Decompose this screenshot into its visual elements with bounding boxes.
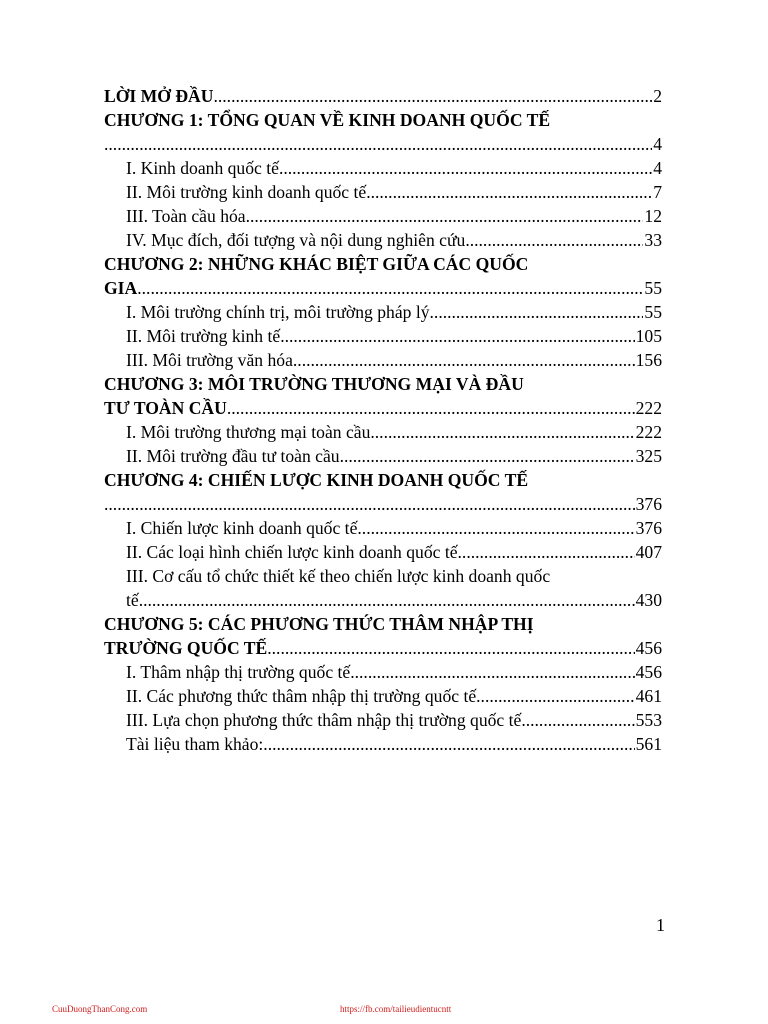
toc-entry-label: II. Các phương thức thâm nhập thị trường quốc tế: [126, 686, 477, 706]
toc-entry: [104, 420, 662, 444]
toc-entry-title-line: III. Cơ cấu tổ chức thiết kế theo chiến lược kinh doanh quốc: [126, 566, 551, 586]
footer-source-right: https://fb.com/tailieudientucntt: [340, 1004, 452, 1014]
toc-entry-row: [104, 396, 662, 420]
toc-entry-row: [126, 228, 662, 252]
toc-entry: [104, 444, 662, 468]
toc-entry-row: [126, 708, 662, 732]
toc-dot-leader: [430, 300, 644, 324]
toc-entry: [104, 732, 662, 756]
toc-entry-title-line: CHƯƠNG 2: NHỮNG KHÁC BIỆT GIỮA CÁC QUỐC: [104, 254, 529, 274]
toc-page-number: 4: [653, 134, 662, 154]
toc-entry-label: II. Môi trường đầu tư toàn cầu: [126, 446, 340, 466]
toc-dot-leader: [263, 732, 634, 756]
toc-page-number: 561: [635, 734, 662, 754]
toc-page-number: 55: [644, 302, 662, 322]
toc-dot-leader: [279, 156, 652, 180]
toc-entry-label: IV. Mục đích, đối tượng và nội dung nghiên cứu: [126, 230, 466, 250]
toc-dot-leader: [213, 84, 652, 108]
toc-entry-label: Tài liệu tham khảo:: [126, 734, 264, 754]
toc-page-number: 12: [644, 206, 662, 226]
toc-dot-leader: [340, 444, 635, 468]
toc-entry-label: TRƯỜNG QUỐC TẾ: [104, 638, 268, 658]
toc-entry: [104, 300, 662, 324]
toc-dot-leader: [137, 276, 643, 300]
toc-entry: [104, 180, 662, 204]
toc-entry-row: [126, 204, 662, 228]
toc-page-number: 456: [635, 638, 662, 658]
toc-entry-row: [126, 588, 662, 612]
toc-page-number: 553: [635, 710, 662, 730]
toc-entry-row: [104, 492, 662, 516]
toc-entry: [104, 84, 662, 108]
toc-page-number: 55: [644, 278, 662, 298]
toc-entry-row: [104, 276, 662, 300]
toc-entry-label: II. Các loại hình chiến lược kinh doanh quốc tế: [126, 542, 458, 562]
toc-page-number: 325: [635, 446, 662, 466]
toc-entry: [104, 684, 662, 708]
toc-entry: [104, 612, 662, 660]
toc-dot-leader: [526, 708, 635, 732]
toc-entry-row: [104, 84, 662, 108]
toc-entry-row: [126, 660, 662, 684]
toc-entry: [104, 516, 662, 540]
toc-entry: [104, 348, 662, 372]
toc-entry: [104, 372, 662, 420]
toc-entry-row: [104, 132, 662, 156]
toc-page-number: 376: [635, 518, 662, 538]
toc-entry-row: [126, 324, 662, 348]
toc-entry-label: II. Môi trường kinh doanh quốc tế: [126, 182, 367, 202]
toc-page-number: 376: [635, 494, 662, 514]
toc-page-number: 2: [653, 86, 662, 106]
toc-entry-row: [126, 348, 662, 372]
footer-source-left: CuuDuongThanCong.com: [52, 1004, 148, 1014]
toc-entry-row: [126, 180, 662, 204]
toc-page-number: 4: [653, 158, 662, 178]
toc-entry-label: I. Thâm nhập thị trường quốc tế: [126, 662, 351, 682]
toc-entry: [104, 564, 662, 612]
toc-dot-leader: [227, 396, 635, 420]
toc-dot-leader: [293, 348, 635, 372]
toc-dot-leader: [280, 324, 634, 348]
toc-entry-label: II. Môi trường kinh tế: [126, 326, 281, 346]
toc-entry: [104, 708, 662, 732]
table-of-contents: [104, 84, 662, 756]
toc-entry-label: III. Môi trường văn hóa: [126, 350, 293, 370]
toc-dot-leader: [366, 180, 652, 204]
toc-entry: [104, 660, 662, 684]
toc-entry-label: GIA: [104, 278, 138, 298]
toc-entry-title-line: CHƯƠNG 3: MÔI TRƯỜNG THƯƠNG MẠI VÀ ĐẦU: [104, 374, 524, 394]
toc-entry-title-line: CHƯƠNG 4: CHIẾN LƯỢC KINH DOANH QUỐC TẾ: [104, 470, 529, 490]
toc-entry-row: [126, 540, 662, 564]
toc-page-number: 105: [635, 326, 662, 346]
toc-dot-leader: [104, 492, 635, 516]
toc-entry-row: [126, 684, 662, 708]
toc-page-number: 33: [644, 230, 662, 250]
toc-page-number: 407: [635, 542, 662, 562]
toc-page-number: 222: [635, 422, 662, 442]
toc-page-number: 461: [635, 686, 662, 706]
toc-entry: [104, 204, 662, 228]
toc-page-number: 7: [653, 182, 662, 202]
toc-entry-label: III. Lựa chọn phương thức thâm nhập thị trường quốc tế.: [126, 710, 526, 730]
toc-entry-row: [126, 300, 662, 324]
toc-entry-title-line: CHƯƠNG 5: CÁC PHƯƠNG THỨC THÂM NHẬP THỊ: [104, 614, 534, 634]
toc-page-number: 156: [635, 350, 662, 370]
toc-dot-leader: [246, 204, 644, 228]
toc-entry: [104, 540, 662, 564]
toc-entry: [104, 252, 662, 300]
toc-page-number: 430: [635, 590, 662, 610]
toc-entry-title-line: CHƯƠNG 1: TỔNG QUAN VỀ KINH DOANH QUỐC TẾ: [104, 110, 551, 130]
toc-dot-leader: [476, 684, 634, 708]
page-number: 1: [656, 915, 665, 935]
toc-entry-row: [126, 420, 662, 444]
toc-entry-label: III. Toàn cầu hóa: [126, 206, 246, 226]
toc-entry-label: I. Môi trường thương mại toàn cầu: [126, 422, 371, 442]
toc-entry: [104, 108, 662, 156]
toc-entry-row: [126, 156, 662, 180]
toc-entry-row: [126, 516, 662, 540]
toc-entry: [104, 228, 662, 252]
toc-entry-label: I. Chiến lược kinh doanh quốc tế: [126, 518, 358, 538]
toc-entry: [104, 324, 662, 348]
toc-entry-label: I. Môi trường chính trị, môi trường pháp lý: [126, 302, 430, 322]
toc-dot-leader: [139, 588, 635, 612]
toc-entry: [104, 468, 662, 516]
toc-dot-leader: [267, 636, 634, 660]
toc-entry-label: tế: [126, 590, 139, 610]
toc-dot-leader: [357, 516, 634, 540]
toc-entry-label: TƯ TOÀN CẦU: [104, 398, 227, 418]
toc-entry-row: [126, 444, 662, 468]
toc-dot-leader: [350, 660, 634, 684]
toc-page-number: 456: [635, 662, 662, 682]
toc-dot-leader: [370, 420, 634, 444]
toc-entry-row: [104, 636, 662, 660]
toc-entry-label: I. Kinh doanh quốc tế: [126, 158, 279, 178]
toc-page-number: 222: [635, 398, 662, 418]
toc-entry-row: [126, 732, 662, 756]
toc-entry: [104, 156, 662, 180]
toc-entry-label: LỜI MỞ ĐẦU: [104, 86, 214, 106]
toc-dot-leader: [104, 132, 652, 156]
toc-dot-leader: [458, 540, 635, 564]
toc-dot-leader: [465, 228, 643, 252]
